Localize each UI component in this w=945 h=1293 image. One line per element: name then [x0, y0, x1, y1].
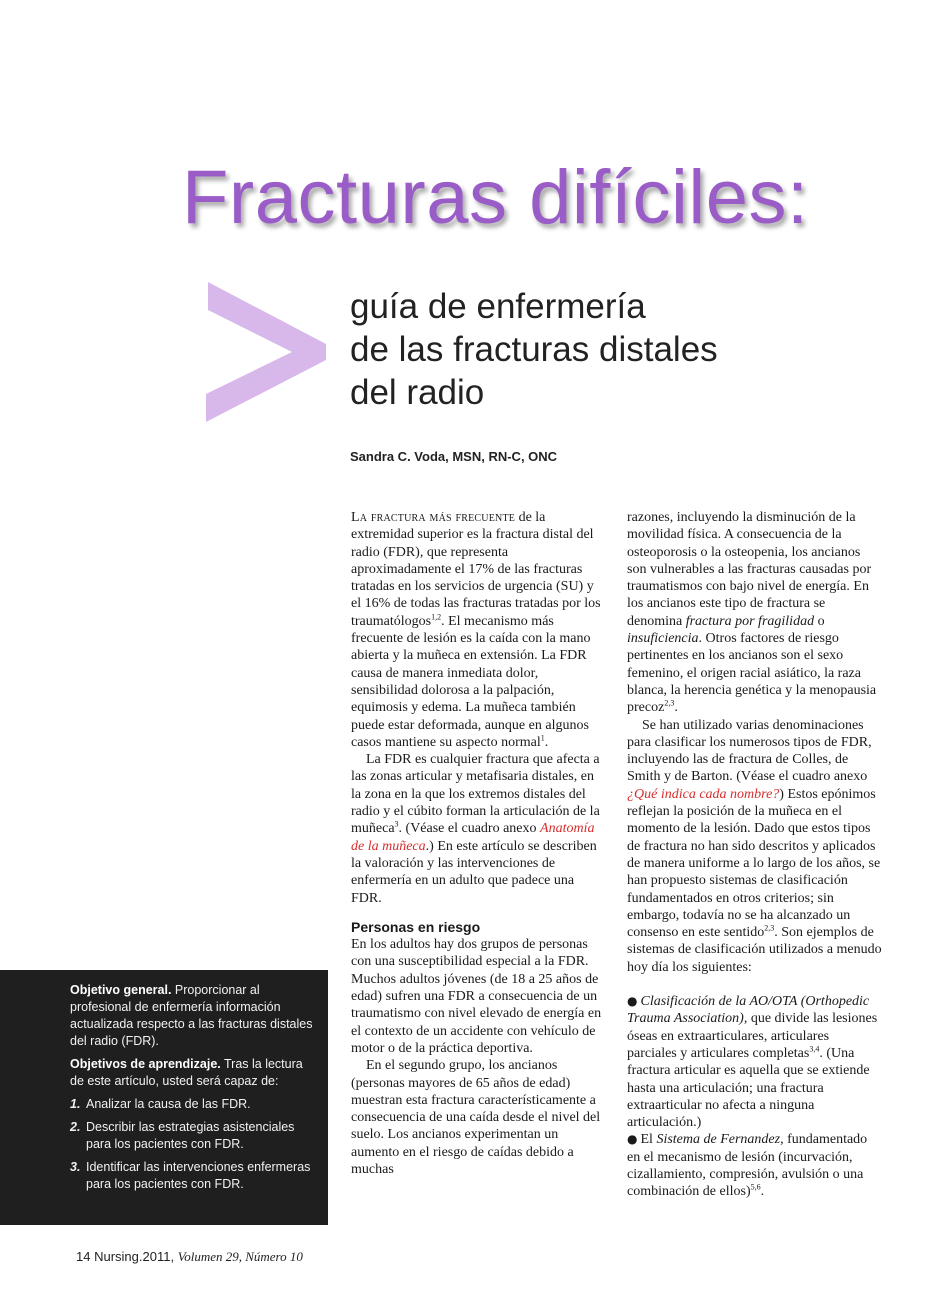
citation: 2,3 — [664, 698, 675, 708]
body-column-2 — [627, 509, 882, 1201]
list-item: ● Clasificación de la AO/OTA (Orthopedic Trauma Association), que divide las lesiones óseas en extraarticulares, articulares parciales y articulares completas$^{3,4}$. (Una fractura articular es aquella que se extiende hasta una articulación; una fractura extraarticular no afecta a ninguna articulación.) — [627, 994, 878, 1131]
subtitle-line-2: de las fracturas distales — [350, 330, 718, 369]
names-box-link[interactable]: ¿Qué indica cada nombre? — [627, 786, 780, 802]
subtitle-line-3: del radio — [350, 373, 485, 412]
page-number: 14 — [76, 1249, 91, 1264]
objectives-list — [70, 1096, 318, 1193]
citation: 5,6 — [750, 1182, 761, 1192]
paragraph: En los adultos hay dos grupos de personas con una susceptibilidad especial a la FDR. Muchos adultos jóvenes (de 18 a 25 años de edad) sufren una FDR a consecuencia de un traumatismo con nivel elevado de energía en el contexto de un accidente con vehículo de motor o de la práctica deportiva. — [351, 937, 602, 1056]
paragraph: razones, incluyendo la disminución de la movilidad física. A consecuencia de la osteoporosis o la osteopenia, los ancianos son vulnerables a las fracturas causadas por traumatismos con bajo nivel de energía. En los ancianos este tipo de fractura se denomina fractura por fragilidad o insuficiencia. Otros factores de riesgo pertinentes en los ancianos son el sexo femenino, el origen racial asiático, la raza blanca, la herencia genética y la menopausia precoz$^{2,3}$. — [627, 510, 877, 716]
objective-item: 2. Describir las estrategias asistenciales para los pacientes con FDR. — [70, 1120, 295, 1151]
bullet-icon: ● — [627, 1132, 638, 1147]
article-title: Fracturas difíciles: — [182, 155, 809, 240]
paragraph: En el segundo grupo, los ancianos (personas mayores de 65 años de edad) muestran esta fractura característicamente a consecuencia de una caída desde el nivel del suelo. Los ancianos experimentan un aumento en el riesgo de caídas debido a muchas — [351, 1058, 601, 1177]
learning-objectives: Objetivos de aprendizaje. Tras la lectura de este artículo, usted será capaz de: — [70, 1057, 303, 1088]
citation: 3,4 — [809, 1044, 820, 1054]
citation: 1,2 — [431, 612, 442, 622]
section-heading: Personas en riesgo — [351, 918, 481, 935]
objectives-box — [0, 970, 328, 1225]
paragraph: La FDR es cualquier fractura que afecta a las zonas articular y metafisaria distales, en la zona en la que los extremos distales del radio y el cúbito forman la articulación de la muñeca$^3$. (Véase el cuadro anexo Anatomía de la muñeca.) En este artículo se describen la valoración y las intervenciones de enfermería en un adulto que padece una FDR. — [351, 752, 600, 906]
paragraph: Se han utilizado varias denominaciones para clasificar los numerosos tipos de FDR, incluyendo las de fractura de Colles, de Smith y de Barton. (Véase el cuadro anexo ¿Qué indica cada nombre?) Estos epónimos reflejan la posición de la muñeca en el momento de la lesión. Dado que estos tipos de fractura no han sido descritos y aplicados de manera uniforme a lo largo de los años, se han propuesto sistemas de clasificación fundamentados en otros criterios; sin embargo, todavía no se ha alcanzado un consenso en este sentido$^{2,3}$. Son ejemplos de sistemas de clasificación utilizados a menudo hoy día los siguientes: — [627, 717, 882, 975]
journal-name: Nursing.2011, — [94, 1249, 175, 1264]
citation: 1 — [540, 733, 545, 743]
page-footer — [76, 1249, 303, 1265]
general-objective: Objetivo general. Proporcionar al profesional de enfermería información actualizada respecto a las fracturas distales del radio (FDR). — [70, 983, 313, 1048]
objective-item: 1. Analizar la causa de las FDR. — [70, 1097, 251, 1111]
volume-info: Volumen 29, Número 10 — [177, 1249, 303, 1264]
anatomy-box-link[interactable]: Anatomía de la muñeca — [351, 821, 595, 854]
subtitle-line-1: guía de enfermería — [350, 287, 646, 326]
chevron-decoration-icon — [200, 282, 330, 422]
list-item: ● El Sistema de Fernandez, fundamentado en el mecanismo de lesión (incurvación, cizallamiento, compresión, avulsión o una combinación de ellos)$^{5,6}$. — [627, 1132, 868, 1200]
citation: 2,3 — [764, 923, 775, 933]
lead-in: La fractura más frecuente — [351, 510, 516, 525]
body-column-1 — [351, 509, 606, 1178]
citation: 3 — [394, 819, 399, 829]
author-byline: Sandra C. Voda, MSN, RN-C, ONC — [350, 449, 558, 464]
article-subtitle — [350, 285, 718, 414]
paragraph: La fractura más frecuente de la extremidad superior es la fractura distal del radio (FDR), que representa aproximadamente el 17% de las fracturas tratadas en los servicios de urgencia (SU) y el 16% de todas las fracturas tratadas por los traumatólogos$^{1,2}$. El mecanismo más frecuente de lesión es la caída con la mano abierta y la muñeca en extensión. La FDR causa de manera inmediata dolor, sensibilidad dolorosa a la palpación, equimosis y edema. La muñeca también puede estar deformada, aunque en algunos casos mantiene su aspecto normal$^1$. — [351, 510, 601, 750]
bullet-icon: ● — [627, 994, 638, 1009]
classification-list — [627, 993, 882, 1201]
objective-item: 3. Identificar las intervenciones enfermeras para los pacientes con FDR. — [70, 1160, 311, 1191]
